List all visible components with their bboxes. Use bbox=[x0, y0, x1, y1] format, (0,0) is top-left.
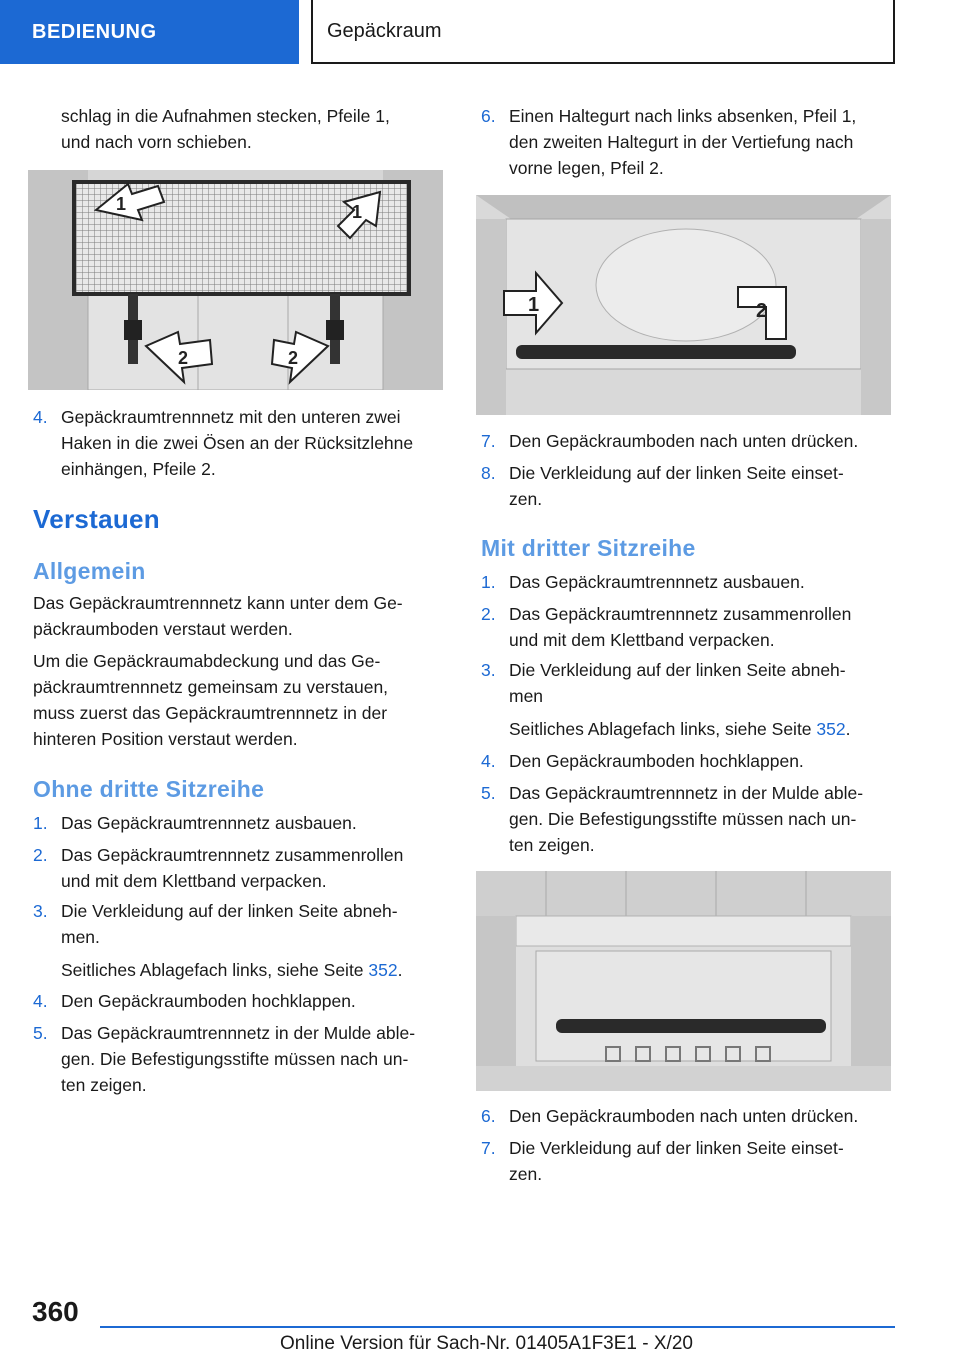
arrow-label: 2 bbox=[756, 300, 768, 322]
page-link[interactable]: 352 bbox=[816, 719, 846, 739]
reference-end: . bbox=[845, 719, 851, 739]
step-number: 4. bbox=[481, 751, 496, 771]
step-number: 5. bbox=[481, 783, 496, 803]
step-number: 1. bbox=[481, 572, 496, 592]
figure-cargo-net-installed bbox=[28, 170, 443, 390]
figure-straps-lowered bbox=[476, 195, 891, 415]
step-number: 1. bbox=[33, 813, 48, 833]
text-line: vorne legen, Pfeil 2. bbox=[509, 158, 664, 178]
step-number: 4. bbox=[33, 991, 48, 1011]
paragraph bbox=[33, 648, 388, 752]
text-line: und nach vorn schieben. bbox=[61, 132, 252, 152]
subsection-heading: Ohne dritte Sitzreihe bbox=[33, 776, 265, 802]
text-line: Den Gepäckraumboden nach unten drücken. bbox=[509, 431, 859, 451]
text-line: Einen Haltegurt nach links absenken, Pfeil 1, bbox=[509, 106, 857, 126]
step-number: 3. bbox=[33, 901, 48, 921]
text-line: men bbox=[509, 686, 544, 706]
step-number: 2. bbox=[33, 845, 48, 865]
footer-text: Online Version für Sach-Nr. 01405A1F3E1 - X/20 bbox=[280, 1333, 693, 1354]
subsection-heading: Allgemein bbox=[33, 558, 146, 584]
step-number: 2. bbox=[481, 604, 496, 624]
text-line: men. bbox=[61, 927, 100, 947]
section-label: BEDIENUNG bbox=[32, 20, 157, 43]
text-line: Den Gepäckraumboden hochklappen. bbox=[61, 991, 356, 1011]
text-line: Das Gepäckraumtrennnetz in der Mulde able- bbox=[509, 783, 864, 803]
text-line: Den Gepäckraumboden hochklappen. bbox=[509, 751, 804, 771]
text-line: Das Gepäckraumtrennnetz zusammenrollen bbox=[509, 604, 852, 624]
reference-end: . bbox=[397, 960, 403, 980]
arrow-label: 1 bbox=[352, 202, 363, 222]
reference-text: Seitliches Ablagefach links, siehe Seite bbox=[509, 719, 817, 739]
page-number: 360 bbox=[32, 1296, 79, 1327]
step-number: 8. bbox=[481, 463, 496, 483]
text-line: ten zeigen. bbox=[61, 1075, 147, 1095]
cross-reference bbox=[509, 716, 850, 742]
text-line: muss zuerst das Gepäckraumtrennnetz in der bbox=[33, 703, 388, 723]
reference-text: Seitliches Ablagefach links, siehe Seite bbox=[61, 960, 369, 980]
text-line: schlag in die Aufnahmen stecken, Pfeile 1, bbox=[61, 106, 390, 126]
text-line: Das Gepäckraumtrennnetz ausbauen. bbox=[61, 813, 357, 833]
text-line: und mit dem Klettband verpacken. bbox=[61, 871, 327, 891]
figure-net-stowed bbox=[476, 871, 891, 1091]
text-line: und mit dem Klettband verpacken. bbox=[509, 630, 775, 650]
section-heading: Verstauen bbox=[33, 504, 160, 534]
footer-divider bbox=[100, 1326, 895, 1328]
cross-reference bbox=[61, 957, 402, 983]
text-line: Um die Gepäckraumabdeckung und das Ge- bbox=[33, 651, 381, 671]
paragraph bbox=[33, 590, 403, 642]
text-line: Die Verkleidung auf der linken Seite einset- bbox=[509, 463, 844, 483]
section-tab bbox=[0, 0, 299, 64]
text-line: Gepäckraumtrennnetz mit den unteren zwei bbox=[61, 407, 401, 427]
text-line: Die Verkleidung auf der linken Seite abneh- bbox=[509, 660, 846, 680]
text-line: Den Gepäckraumboden nach unten drücken. bbox=[509, 1106, 859, 1126]
text-line: gen. Die Befestigungsstifte müssen nach un- bbox=[61, 1049, 409, 1069]
intro-paragraph bbox=[61, 103, 390, 155]
text-line: hinteren Position verstaut werden. bbox=[33, 729, 298, 749]
text-line: Das Gepäckraumtrennnetz in der Mulde able- bbox=[61, 1023, 416, 1043]
text-line: Das Gepäckraumtrennnetz kann unter dem Ge- bbox=[33, 593, 403, 613]
step-number: 4. bbox=[33, 407, 48, 427]
text-line: Das Gepäckraumtrennnetz zusammenrollen bbox=[61, 845, 404, 865]
page-link[interactable]: 352 bbox=[368, 960, 398, 980]
step-number: 6. bbox=[481, 1106, 496, 1126]
chapter-header bbox=[311, 0, 895, 64]
text-line: Das Gepäckraumtrennnetz ausbauen. bbox=[509, 572, 805, 592]
arrow-label: 1 bbox=[116, 194, 127, 214]
step-number: 3. bbox=[481, 660, 496, 680]
text-line: zen. bbox=[509, 1164, 543, 1184]
chapter-title: Gepäckraum bbox=[327, 19, 442, 42]
text-line: zen. bbox=[509, 489, 543, 509]
arrow-label: 2 bbox=[288, 348, 299, 368]
text-line: Die Verkleidung auf der linken Seite abneh- bbox=[61, 901, 398, 921]
text-line: päckraumboden verstaut werden. bbox=[33, 619, 293, 639]
subsection-heading: Mit dritter Sitzreihe bbox=[481, 535, 696, 561]
arrow-label: 2 bbox=[178, 348, 189, 368]
step-number: 7. bbox=[481, 431, 496, 451]
text-line: gen. Die Befestigungsstifte müssen nach un- bbox=[509, 809, 857, 829]
text-line: den zweiten Haltegurt in der Vertiefung nach bbox=[509, 132, 854, 152]
step-number: 6. bbox=[481, 106, 496, 126]
arrow-label: 1 bbox=[528, 294, 540, 316]
text-line: päckraumtrennnetz gemeinsam zu verstauen, bbox=[33, 677, 389, 697]
text-line: Die Verkleidung auf der linken Seite einset- bbox=[509, 1138, 844, 1158]
text-line: einhängen, Pfeile 2. bbox=[61, 459, 216, 479]
text-line: Haken in die zwei Ösen an der Rücksitzlehne bbox=[61, 433, 414, 453]
text-line: ten zeigen. bbox=[509, 835, 595, 855]
step-number: 7. bbox=[481, 1138, 496, 1158]
step-number: 5. bbox=[33, 1023, 48, 1043]
